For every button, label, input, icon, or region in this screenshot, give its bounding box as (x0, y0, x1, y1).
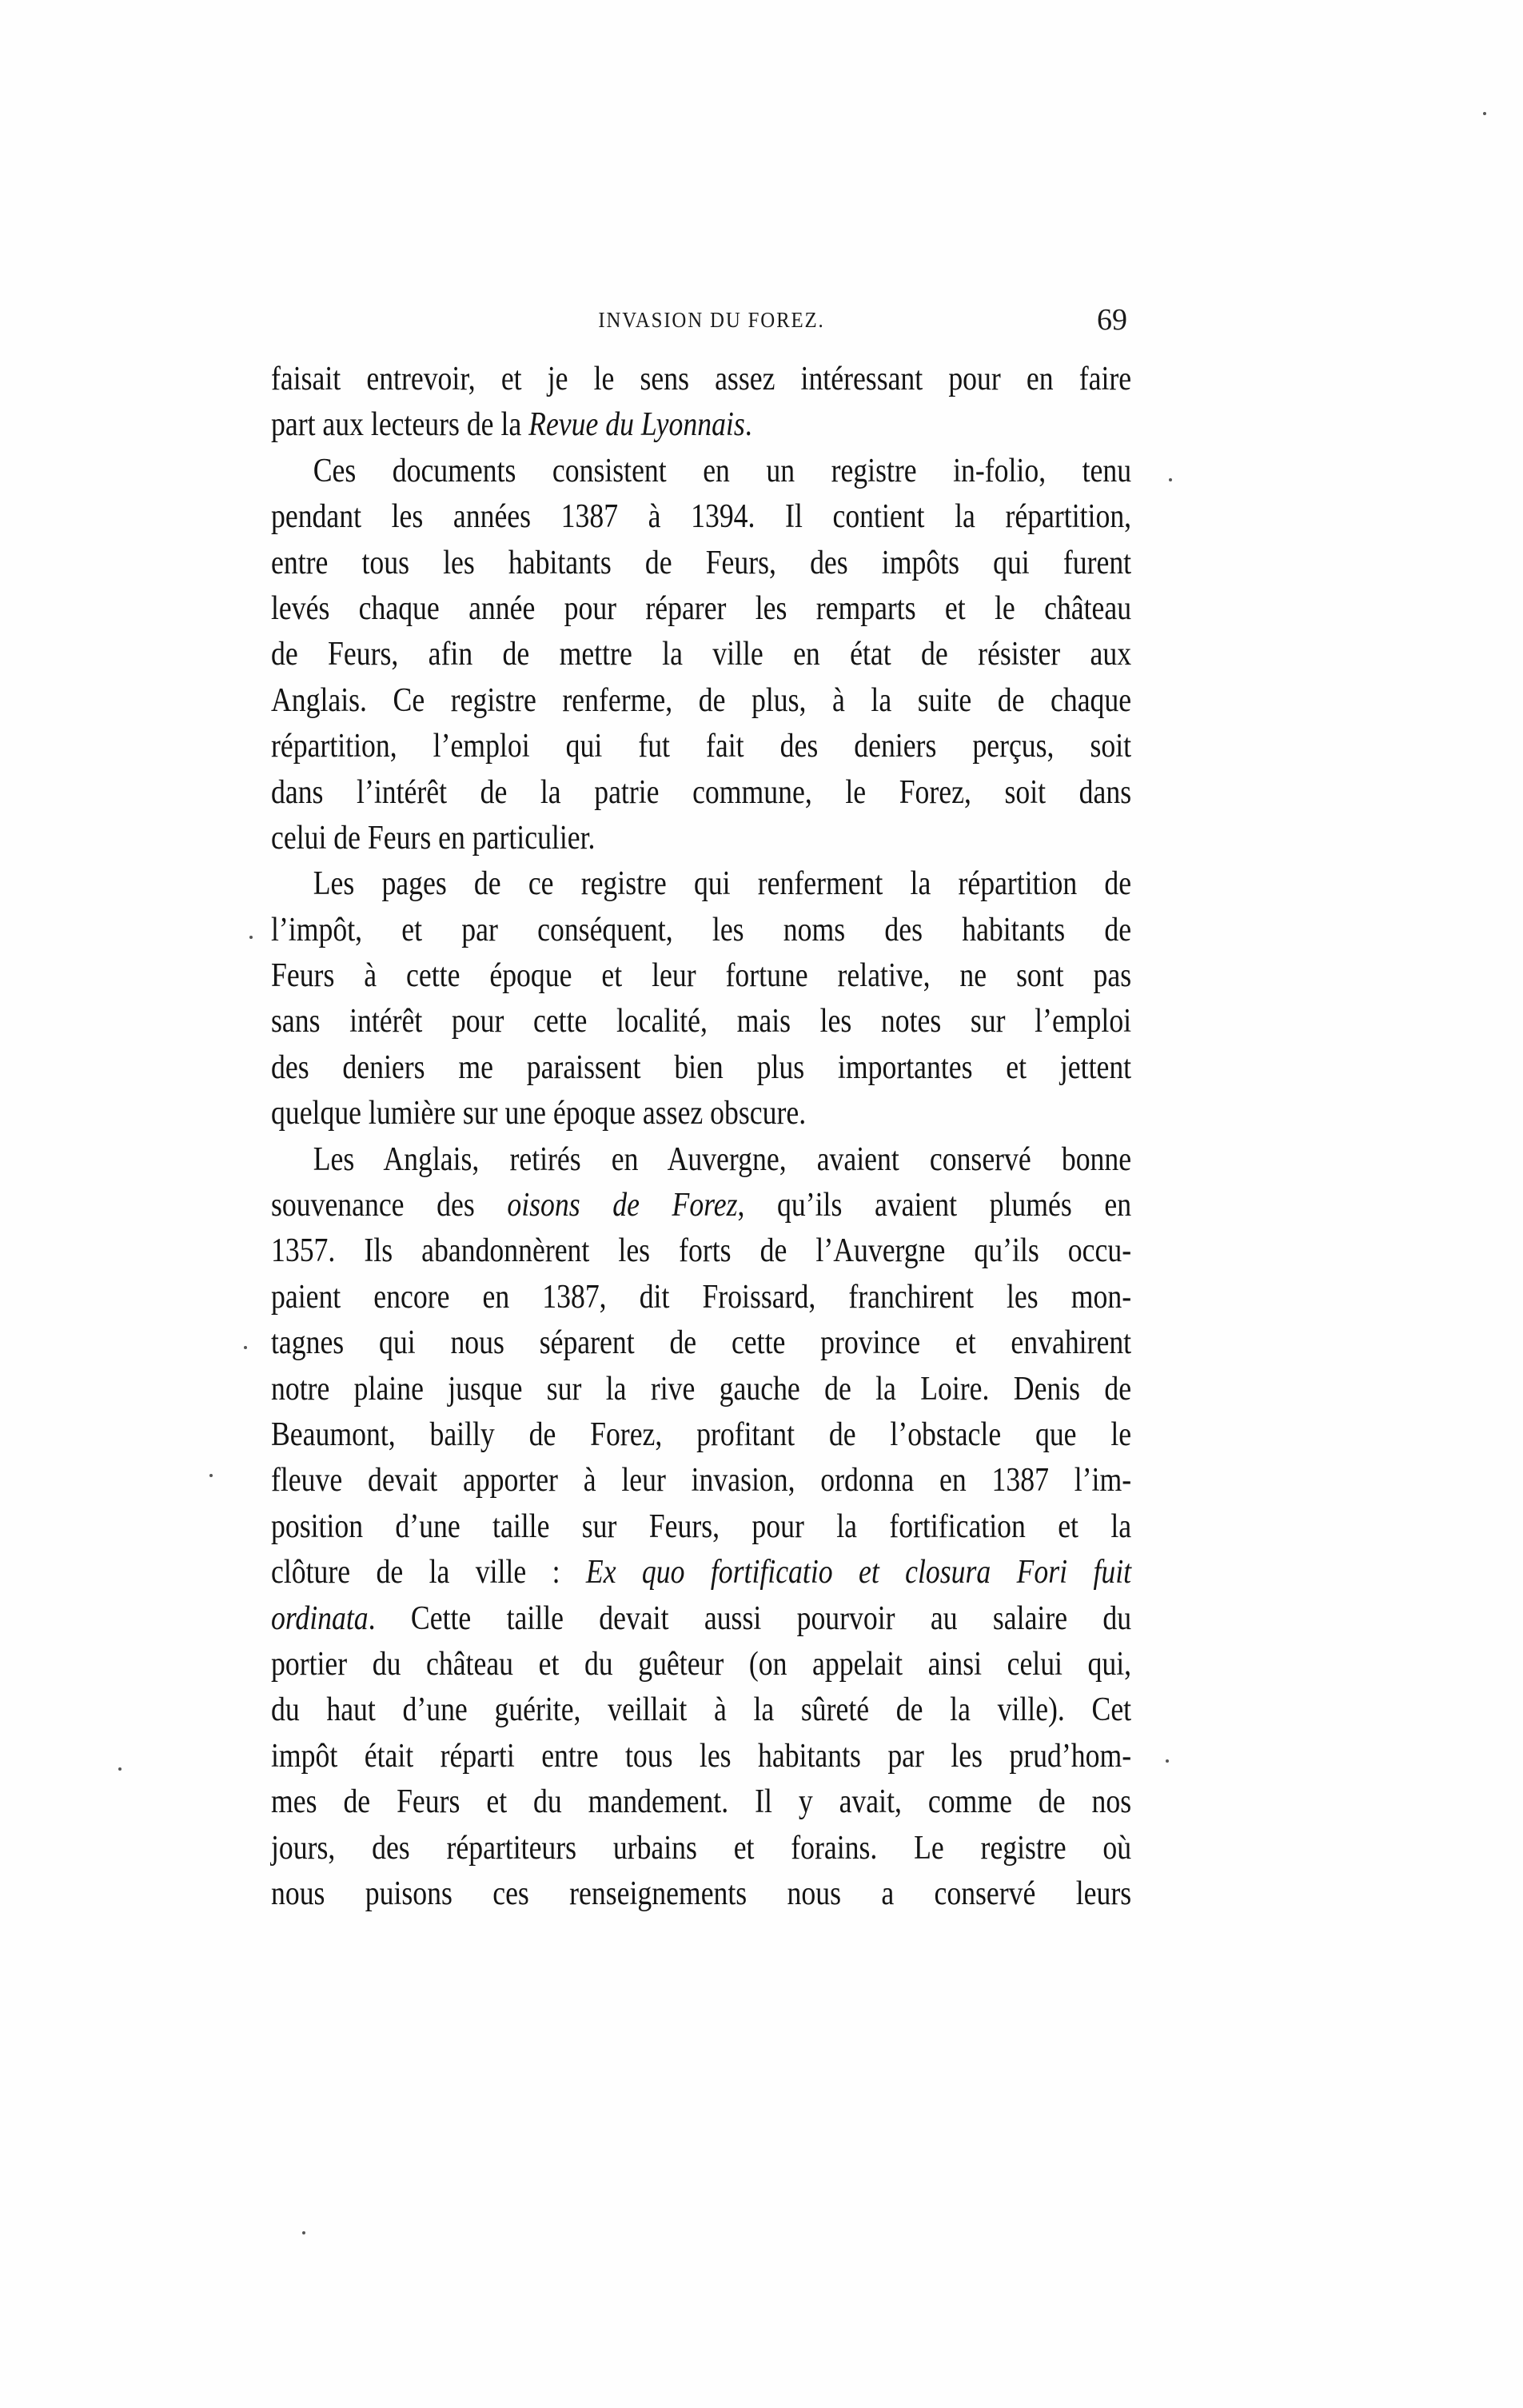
text-line (271, 1228, 1131, 1274)
italic-text: oisons de Forez (507, 1187, 738, 1224)
text-segment: fleuve devait apporter à leur invasion, ordonna en 1387 l’im- (271, 1462, 1132, 1500)
text-line (271, 1596, 1131, 1642)
scan-speck (118, 1767, 122, 1771)
running-title: INVASION DU FOREZ. (598, 308, 825, 332)
scan-speck (1483, 112, 1486, 115)
text-segment: du haut d’une guérite, veillait à la sûreté de la ville). Cet (271, 1691, 1132, 1729)
text-segment: tagnes qui nous séparent de cette province et envahirent (271, 1324, 1132, 1362)
text-segment: paient encore en 1387, dit Froissard, franchirent les mon- (271, 1278, 1132, 1316)
italic-text: ordinata (271, 1599, 369, 1637)
text-segment: . Cette taille devait aussi pourvoir au salaire du (368, 1599, 1132, 1637)
text-line (271, 1412, 1131, 1458)
text-line (271, 953, 1131, 999)
text-segment: nous puisons ces renseignements nous a conservé leurs (271, 1875, 1132, 1912)
text-line (271, 770, 1131, 816)
text-line (271, 1871, 1131, 1917)
text-segment: jours, des répartiteurs urbains et forains. Le registre où (271, 1829, 1132, 1867)
text-segment: entre tous les habitants de Feurs, des impôts qui furent (271, 544, 1132, 581)
text-segment: Beaumont, bailly de Forez, profitant de l’obstacle que le (271, 1416, 1132, 1453)
scan-speck (244, 1346, 247, 1349)
body-text (271, 357, 1131, 1917)
text-line (271, 586, 1131, 632)
text-segment: Anglais. Ce registre renferme, de plus, à la suite de chaque (271, 681, 1132, 719)
italic-text: Ex quo fortificatio et closura Fori fuit (585, 1554, 1132, 1591)
text-line (271, 861, 1131, 907)
text-segment: . (744, 406, 752, 444)
text-segment: faisait entrevoir, et je le sens assez intéressant pour en faire (271, 361, 1132, 397)
text-segment: position d’une taille sur Feurs, pour la fortification et la (271, 1507, 1132, 1545)
text-line (271, 1826, 1131, 1871)
text-line (271, 449, 1131, 494)
text-line (271, 1779, 1131, 1825)
text-line (271, 1320, 1131, 1366)
scan-speck (302, 2231, 305, 2234)
text-segment: répartition, l’emploi qui fut fait des deniers perçus, soit (271, 728, 1132, 765)
text-line (271, 724, 1131, 769)
text-line (271, 1642, 1131, 1687)
italic-text: Revue du Lyonnais (528, 406, 745, 444)
text-segment: impôt était réparti entre tous les habitants par les prud’hom- (271, 1737, 1132, 1775)
scan-speck (1166, 1759, 1169, 1763)
text-segment: clôture de la ville : (271, 1554, 586, 1591)
text-segment: de Feurs, afin de mettre la ville en état de résister aux (271, 636, 1132, 673)
text-line (271, 494, 1131, 540)
text-segment: souvenance des (271, 1187, 508, 1224)
text-segment: 1357. Ils abandonnèrent les forts de l’Auvergne qu’ils occu- (271, 1232, 1132, 1270)
text-segment: sans intérêt pour cette localité, mais les notes sur l’emploi (271, 1003, 1132, 1040)
text-segment: portier du château et du guêteur (on appelait ainsi celui qui, (271, 1645, 1132, 1683)
text-line (271, 357, 1131, 402)
text-segment: mes de Feurs et du mandement. Il y avait, comme de nos (271, 1783, 1132, 1821)
text-segment: Feurs à cette époque et leur fortune relative, ne sont pas (271, 957, 1132, 995)
text-line (271, 1183, 1131, 1228)
text-segment: celui de Feurs en particulier. (271, 819, 596, 857)
text-line (271, 908, 1131, 953)
text-segment: part aux lecteurs de la (271, 406, 529, 444)
text-segment: levés chaque année pour réparer les remparts et le château (271, 589, 1132, 627)
text-line (271, 1458, 1131, 1504)
scan-speck (209, 1474, 213, 1477)
text-segment: quelque lumière sur une époque assez obscure. (271, 1095, 807, 1132)
text-line (271, 1091, 1131, 1136)
text-line (271, 1045, 1131, 1091)
text-line (271, 678, 1131, 724)
text-line (271, 1550, 1131, 1595)
text-line (271, 402, 1131, 448)
text-line (271, 1137, 1131, 1183)
text-line (271, 1275, 1131, 1320)
text-line (271, 1504, 1131, 1550)
text-line (271, 1734, 1131, 1779)
text-segment: dans l’intérêt de la patrie commune, le Forez, soit dans (271, 773, 1132, 811)
text-segment: des deniers me paraissent bien plus importantes et jettent (271, 1048, 1132, 1086)
scan-speck (249, 936, 253, 939)
text-line (271, 632, 1131, 677)
scan-speck (1169, 478, 1172, 481)
text-segment: Les Anglais, retirés en Auvergne, avaient conservé bonne (313, 1140, 1132, 1178)
page-number: 69 (1097, 303, 1127, 337)
text-segment: notre plaine jusque sur la rive gauche de la Loire. Denis de (271, 1370, 1132, 1408)
text-line (271, 1687, 1131, 1733)
text-line (271, 541, 1131, 586)
text-segment: l’impôt, et par conséquent, les noms des habitants de (271, 911, 1132, 948)
text-line (271, 816, 1131, 861)
text-line (271, 999, 1131, 1044)
text-line (271, 1367, 1131, 1412)
text-segment: pendant les années 1387 à 1394. Il contient la répartition, (271, 498, 1132, 536)
text-segment: Ces documents consistent en un registre in-folio, tenu (313, 452, 1132, 489)
text-segment: , qu’ils avaient plumés en (737, 1187, 1132, 1224)
text-segment: Les pages de ce registre qui renferment la répartition de (313, 865, 1132, 903)
